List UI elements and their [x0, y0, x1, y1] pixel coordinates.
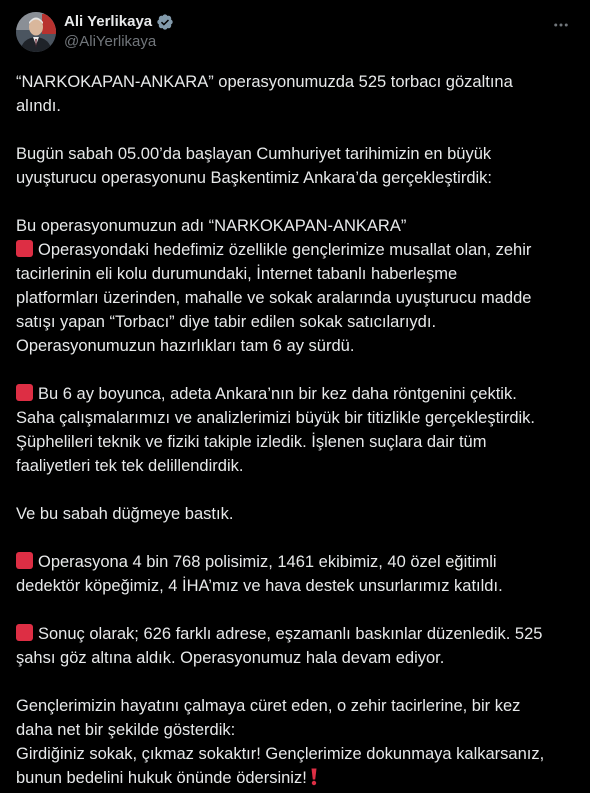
red-square-emoji — [16, 384, 33, 401]
verified-badge-icon[interactable] — [156, 13, 174, 31]
text-line-with-bullet — [16, 622, 574, 646]
paragraph-7 — [16, 622, 574, 670]
paragraph-3 — [16, 214, 574, 358]
text-line: alındı. — [16, 97, 61, 115]
text-line-with-bullet — [16, 550, 574, 574]
text-line: daha net bir şekilde gösterdik: — [16, 721, 236, 739]
text-line: şahsı göz altına aldık. Operasyonumuz hala devam ediyor. — [16, 649, 445, 667]
text-line: Gençlerimizin hayatını çalmaya cüret eden, o zehir tacirlerine, bir kez — [16, 697, 521, 715]
text-line: dedektör köpeğimiz, 4 İHA’mız ve hava destek unsurlarımız katıldı. — [16, 577, 503, 595]
text-line: platformları üzerinden, mahalle ve sokak aralarında uyuşturucu madde — [16, 289, 532, 307]
red-square-emoji — [16, 624, 33, 641]
paragraph-5 — [16, 502, 574, 526]
text-segment: bunun bedelini hukuk önünde ödersiniz! — [16, 769, 307, 787]
paragraph-4 — [16, 382, 574, 478]
text-line: uyuşturucu operasyonunu Başkentimiz Ankara’da gerçekleştirdik: — [16, 169, 493, 187]
more-options-button[interactable] — [546, 10, 576, 40]
text-line: Şüphelileri teknik ve fiziki takiple izledik. İşlenen suçlara dair tüm — [16, 433, 487, 451]
paragraph-8 — [16, 694, 574, 793]
red-square-emoji — [16, 240, 33, 257]
tweet-text — [16, 70, 574, 793]
avatar[interactable] — [16, 12, 56, 52]
red-square-emoji — [16, 552, 33, 569]
author-names — [64, 12, 174, 52]
text-segment: Operasyondaki hedefimiz özellikle gençlerimize musallat olan, zehir — [38, 241, 532, 259]
text-line: Bu operasyonumuzun adı “NARKOKAPAN-ANKARA” — [16, 217, 407, 235]
text-segment: Operasyona 4 bin 768 polisimiz, 1461 ekibimiz, 40 özel eğitimli — [38, 553, 497, 571]
tweet-header — [16, 12, 574, 56]
text-line: Girdiğiniz sokak, çıkmaz sokaktır! Gençlerimize dokunmaya kalkarsanız, — [16, 745, 545, 763]
text-line-with-bullet — [16, 382, 574, 406]
name-row — [64, 12, 174, 32]
text-line: tacirlerinin eli kolu durumundaki, İnternet tabanlı haberleşme — [16, 265, 458, 283]
paragraph-1 — [16, 70, 574, 118]
avatar-portrait-image — [16, 12, 56, 52]
text-line: Bugün sabah 05.00’da başlayan Cumhuriyet tarihimizin en büyük — [16, 145, 492, 163]
text-segment: Bu 6 ay boyunca, adeta Ankara’nın bir kez daha röntgenini çektik. — [38, 385, 517, 403]
text-line: “NARKOKAPAN-ANKARA” operasyonumuzda 525 torbacı gözaltına — [16, 73, 513, 91]
text-line-with-emoji — [16, 766, 574, 793]
author-display-name[interactable]: Ali Yerlikaya — [64, 13, 153, 30]
text-line-with-bullet — [16, 238, 574, 262]
paragraph-6 — [16, 550, 574, 598]
text-line: faaliyetleri tek tek delillendirdik. — [16, 457, 244, 475]
more-horizontal-icon — [552, 16, 570, 34]
text-segment: Sonuç olarak; 626 farklı adrese, eşzamanlı baskınlar düzenledik. 525 — [38, 625, 543, 643]
author-handle[interactable]: @AliYerlikaya — [64, 33, 157, 50]
text-line: satışı yapan “Torbacı” diye tabir edilen sokak satıcılarıydı. — [16, 313, 437, 331]
paragraph-2 — [16, 142, 574, 190]
text-line: Operasyonumuzun hazırlıkları tam 6 ay sürdü. — [16, 337, 355, 355]
text-line: Ve bu sabah düğmeye bastık. — [16, 505, 234, 523]
red-exclamation-icon — [309, 767, 319, 793]
text-line: Saha çalışmalarımızı ve analizlerimizi büyük bir titizlikle gerçekleştirdik. — [16, 409, 536, 427]
